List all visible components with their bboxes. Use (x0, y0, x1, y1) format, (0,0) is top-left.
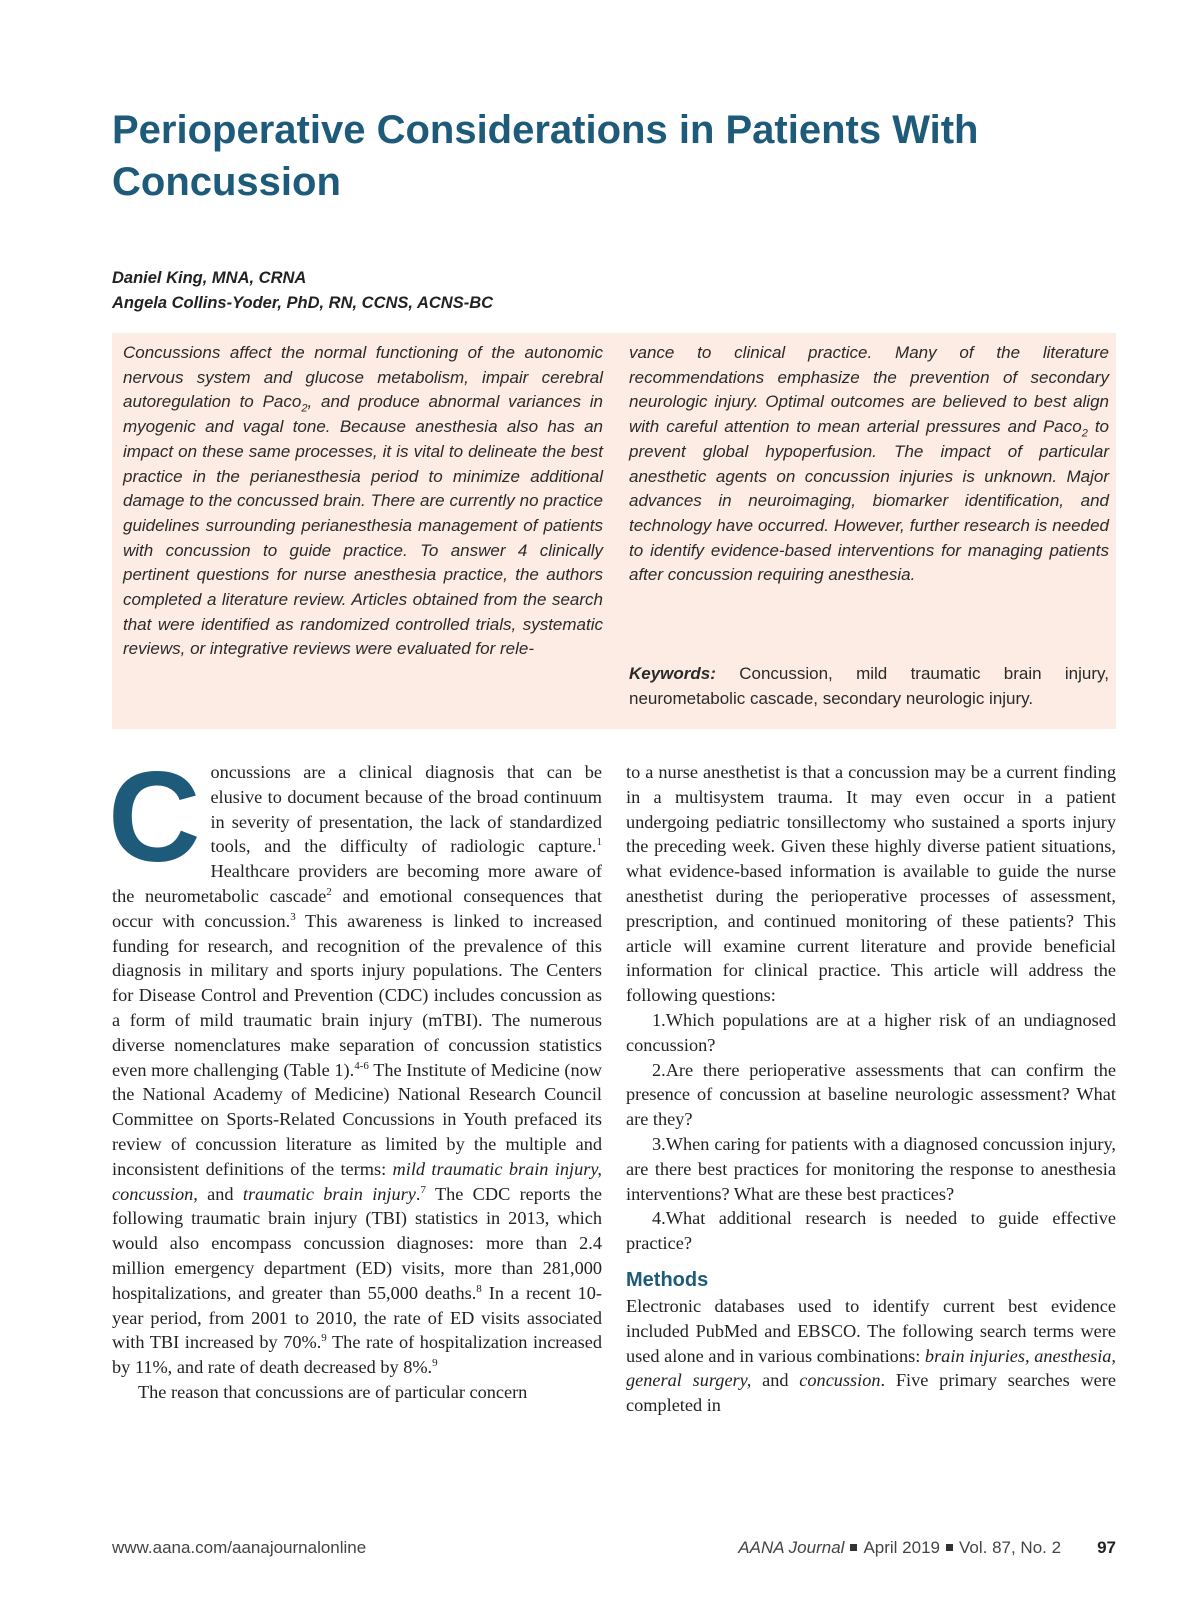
footer-journal-info (738, 1538, 1116, 1558)
citation: 8 (476, 1282, 482, 1295)
body-paragraph: to a nurse anesthetist is that a concussion may be a current finding in a multisystem trauma. It may even occur in a patient undergoing pediatric tonsillectomy who sustained a sports injury the preceding week. Given these highly diverse patient situations, what evidence-based information is available to guide the nurse anesthetist during the perioperative processes of assessment, prescription, and continued monitoring of these patients? This article will examine current literature and provide beneficial information for clinical practice. This article will address the following questions: (626, 762, 1116, 1006)
article-title: Perioperative Considerations in Patients With Concussion (112, 108, 979, 204)
body-column-left (108, 746, 603, 1405)
abstract-box (112, 333, 1116, 729)
body-paragraph: The reason that concussions are of particular concern (138, 1381, 528, 1402)
page-number: 97 (1097, 1538, 1116, 1557)
abstract-left-part1: Concussions affect the normal functioning of the autonomic nervous system and glucose metabolism, impair cerebral autoregulation to Paco (123, 343, 603, 412)
citation: 3 (290, 910, 296, 923)
keywords (629, 662, 1109, 711)
abstract-text-right (629, 341, 1109, 588)
question-item: 3.When caring for patients with a diagnosed concussion injury, are there best practices for monitoring the response to anesthesia interventions? What are these best practices? (626, 1133, 1116, 1204)
body-paragraph: oncussions are a clinical diagnosis that can be elusive to document because of the broad continuum in severity of presentation, the lack of standardized tools, and the difficulty of radiologic capture.$^1$ Healthcare providers are becoming more aware of the neurometabolic cascade$^2$ and emotional consequences that occur with concussion.$^3$ This awareness is linked to increased funding for research, and recognition of the prevalence of this diagnosis in military and sports injury populations. The Centers for Disease Control and Prevention (CDC) includes concussion as a form of mild traumatic brain injury (mTBI). The numerous diverse nomenclatures make separation of concussion statistics even more challenging (Table 1).$^{4-6}$ The Institute of Medicine (now the National Academy of Medicine) National Research Council Committee on Sports-Related Concussions in Youth prefaced its review of concussion literature as limited by the multiple and inconsistent definitions of the terms: mild traumatic brain injury, concussion, and traumatic brain injury.$^7$ The CDC reports the following traumatic brain injury (TBI) statistics in 2013, which would also encompass concussion diagnoses: more than 2.4 million emergency department (ED) visits, more than 281,000 hospitalizations, and greater than 55,000 deaths.$^8$ In a recent 10-year period, from 2001 to 2010, the rate of ED visits associated with TBI increased by 70%.$^9$ The rate of hospitalization increased by 11%, and rate of death decreased by 8%.$^9$ (112, 762, 603, 1378)
keywords-label: Keywords: (629, 664, 716, 683)
footer-journal-name: AANA Journal (738, 1538, 845, 1557)
drop-cap: C (108, 746, 201, 889)
abstract-text-left (123, 341, 603, 662)
question-item: 1.Which populations are at a higher risk of an undiagnosed concussion? (626, 1009, 1116, 1055)
body-column-right (626, 760, 1116, 1418)
subscript-2: 2 (301, 402, 308, 415)
author-name: Daniel King, MNA, CRNA (112, 269, 307, 287)
keywords-text: Concussion, mild traumatic brain injury, neurometabolic cascade, secondary neurologic injury. (629, 664, 1109, 708)
bullet-separator (946, 1544, 953, 1551)
citation: 7 (420, 1183, 426, 1196)
author-list (112, 266, 493, 316)
methods-paragraph: Electronic databases used to identify current best evidence included PubMed and EBSCO. The following search terms were used alone and in various combinations: brain injuries, anesthesia, general surgery, and concussion. Five primary searches were completed in (626, 1295, 1116, 1416)
citation: 1 (596, 836, 602, 849)
abstract-right-part2: to prevent global hypoperfusion. The impact of particular anesthetic agents on concussion injuries is unknown. Major advances in neuroimaging, biomarker identification, and technology have occurred. However, further research is needed to identify evidence-based interventions for managing patients after concussion requiring anesthesia. (629, 417, 1109, 585)
abstract-left-part2: , and produce abnormal variances in myogenic and vagal tone. Because anesthesia also has an impact on these same processes, it is vital to delineate the best practice in the perianesthesia period to minimize additional damage to the concussed brain. There are currently no practice guidelines surrounding perianesthesia management of patients with concussion to guide practice. To answer 4 clinically pertinent questions for nurse anesthesia practice, the authors completed a literature review. Articles obtained from the search that were identified as randomized controlled trials, systematic reviews, or integrative reviews were evaluated for rele- (123, 392, 604, 659)
footer-volume: Vol. 87, No. 2 (959, 1538, 1062, 1557)
footer-date: April 2019 (863, 1538, 940, 1557)
citation: 2 (326, 885, 332, 898)
question-item: 4.What additional research is needed to guide effective practice? (626, 1208, 1116, 1254)
citation: 9 (321, 1332, 327, 1345)
citation: 4-6 (354, 1059, 369, 1072)
bullet-separator (850, 1544, 857, 1551)
section-heading-methods: Methods (626, 1268, 709, 1291)
footer-url: www.aana.com/aanajournalonline (112, 1538, 367, 1557)
subscript-2: 2 (1081, 427, 1088, 440)
author-name: Angela Collins-Yoder, PhD, RN, CCNS, ACNS-BC (112, 294, 494, 312)
abstract-right-part1: vance to clinical practice. Many of the literature recommendations emphasize the prevention of secondary neurologic injury. Optimal outcomes are believed to best align with careful attention to mean arterial pressures and Paco (629, 343, 1109, 437)
question-item: 2.Are there perioperative assessments that can confirm the presence of concussion at baseline neurologic assessment? What are they? (626, 1059, 1116, 1130)
citation: 9 (432, 1357, 438, 1370)
